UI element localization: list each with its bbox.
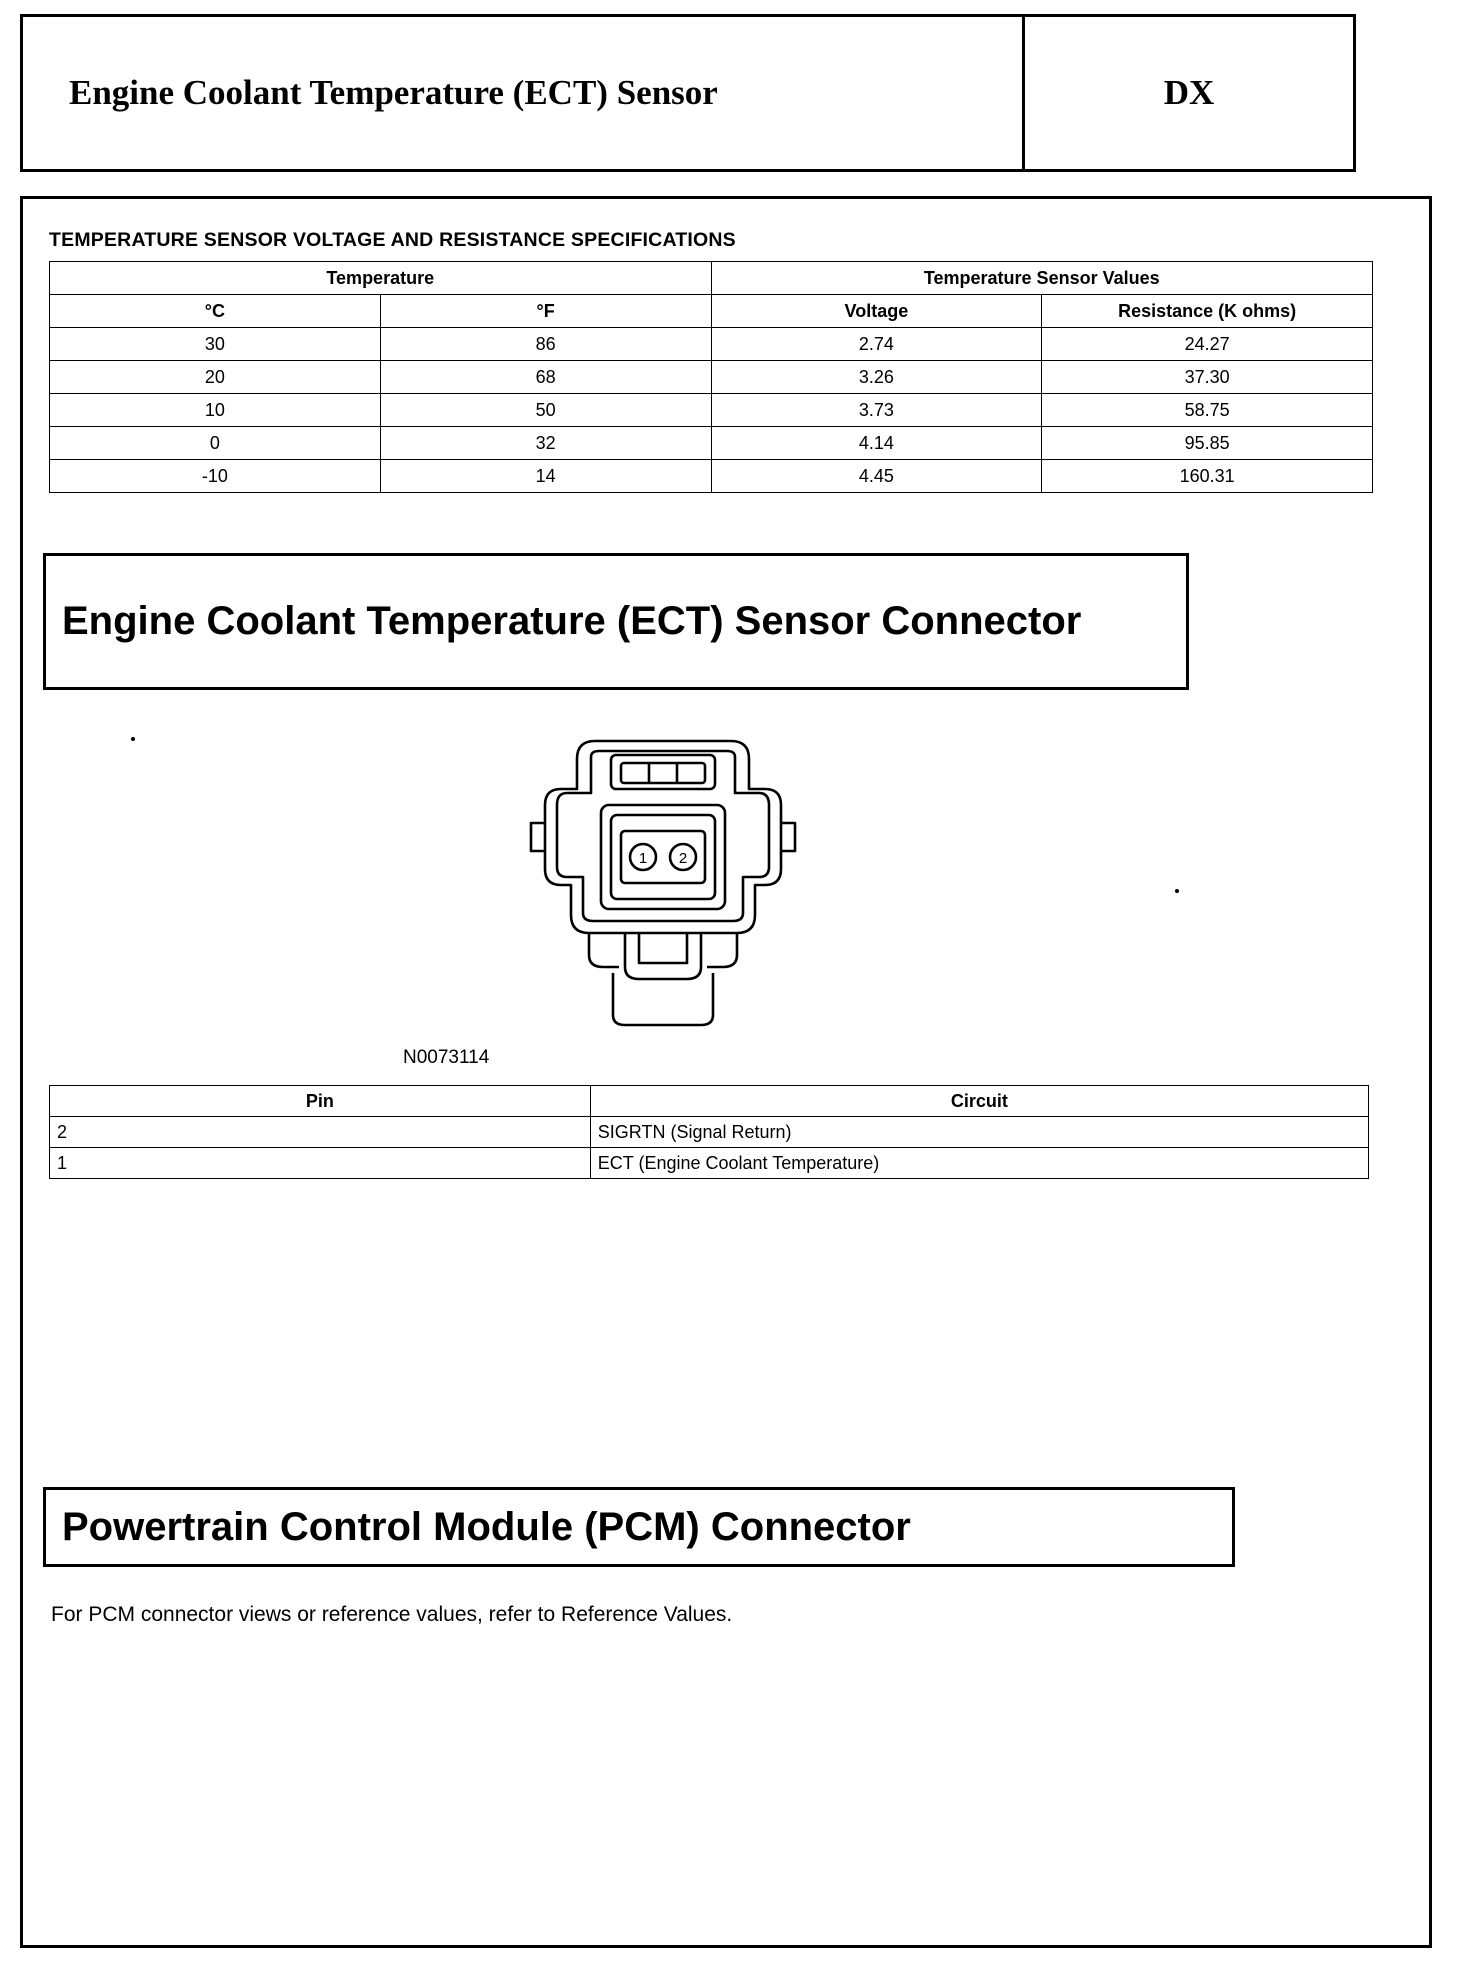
cell-voltage: 3.26: [711, 361, 1042, 394]
cell-fahrenheit: 68: [380, 361, 711, 394]
column-header-pin: Pin: [50, 1086, 591, 1117]
pcm-reference-note: For PCM connector views or reference values, refer to Reference Values.: [51, 1603, 733, 1626]
table-row: [50, 427, 1373, 460]
table-row: [50, 1148, 1369, 1179]
cell-celsius: 20: [50, 361, 381, 394]
cell-resistance: 37.30: [1042, 361, 1373, 394]
column-header-resistance: Resistance (K ohms): [1042, 295, 1373, 328]
figure-id-label: N0073114: [403, 1047, 490, 1068]
pin-1-label: 1: [638, 850, 648, 867]
cell-celsius: 0: [50, 427, 381, 460]
spec-table-heading: TEMPERATURE SENSOR VOLTAGE AND RESISTANCE SPECIFICATIONS: [49, 229, 736, 251]
column-header-celsius: °C: [50, 295, 381, 328]
cell-voltage: 3.73: [711, 394, 1042, 427]
temperature-spec-table: [49, 261, 1373, 493]
table-row: [50, 328, 1373, 361]
pin-2-label: 2: [678, 850, 688, 867]
page-title: Engine Coolant Temperature (ECT) Sensor: [69, 73, 718, 113]
cell-voltage: 4.14: [711, 427, 1042, 460]
header-title-cell: [23, 17, 1025, 169]
table-row: [50, 1117, 1369, 1148]
cell-celsius: 30: [50, 328, 381, 361]
cell-celsius: -10: [50, 460, 381, 493]
group-header-sensor-values: Temperature Sensor Values: [711, 262, 1373, 295]
cell-resistance: 95.85: [1042, 427, 1373, 460]
cell-voltage: 2.74: [711, 328, 1042, 361]
table-row: [50, 394, 1373, 427]
table-row: [50, 361, 1373, 394]
cell-voltage: 4.45: [711, 460, 1042, 493]
page-speck: [131, 737, 135, 741]
section-code: DX: [1163, 73, 1215, 112]
cell-resistance: 160.31: [1042, 460, 1373, 493]
cell-pin: 2: [50, 1117, 591, 1148]
ect-connector-diagram: [493, 719, 833, 1069]
header-code-cell: [1025, 17, 1353, 169]
ect-connector-title-text: Engine Coolant Temperature (ECT) Sensor Connector: [62, 599, 1082, 644]
page-speck: [1175, 889, 1179, 893]
pcm-connector-section-title: [43, 1487, 1235, 1567]
cell-resistance: 58.75: [1042, 394, 1373, 427]
column-header-voltage: Voltage: [711, 295, 1042, 328]
cell-circuit: SIGRTN (Signal Return): [590, 1117, 1368, 1148]
cell-circuit: ECT (Engine Coolant Temperature): [590, 1148, 1368, 1179]
ect-connector-section-title: [43, 553, 1189, 690]
cell-fahrenheit: 14: [380, 460, 711, 493]
column-header-circuit: Circuit: [590, 1086, 1368, 1117]
cell-celsius: 10: [50, 394, 381, 427]
table-column-header-row: [50, 295, 1373, 328]
content-frame: [20, 196, 1432, 1948]
column-header-fahrenheit: °F: [380, 295, 711, 328]
ect-pin-circuit-table: [49, 1085, 1369, 1179]
table-row: [50, 460, 1373, 493]
cell-resistance: 24.27: [1042, 328, 1373, 361]
cell-pin: 1: [50, 1148, 591, 1179]
pcm-connector-title-text: Powertrain Control Module (PCM) Connector: [62, 1504, 911, 1549]
cell-fahrenheit: 32: [380, 427, 711, 460]
page-header: [20, 14, 1356, 172]
group-header-temperature: Temperature: [50, 262, 712, 295]
cell-fahrenheit: 86: [380, 328, 711, 361]
table-group-header-row: [50, 262, 1373, 295]
cell-fahrenheit: 50: [380, 394, 711, 427]
table-column-header-row: [50, 1086, 1369, 1117]
